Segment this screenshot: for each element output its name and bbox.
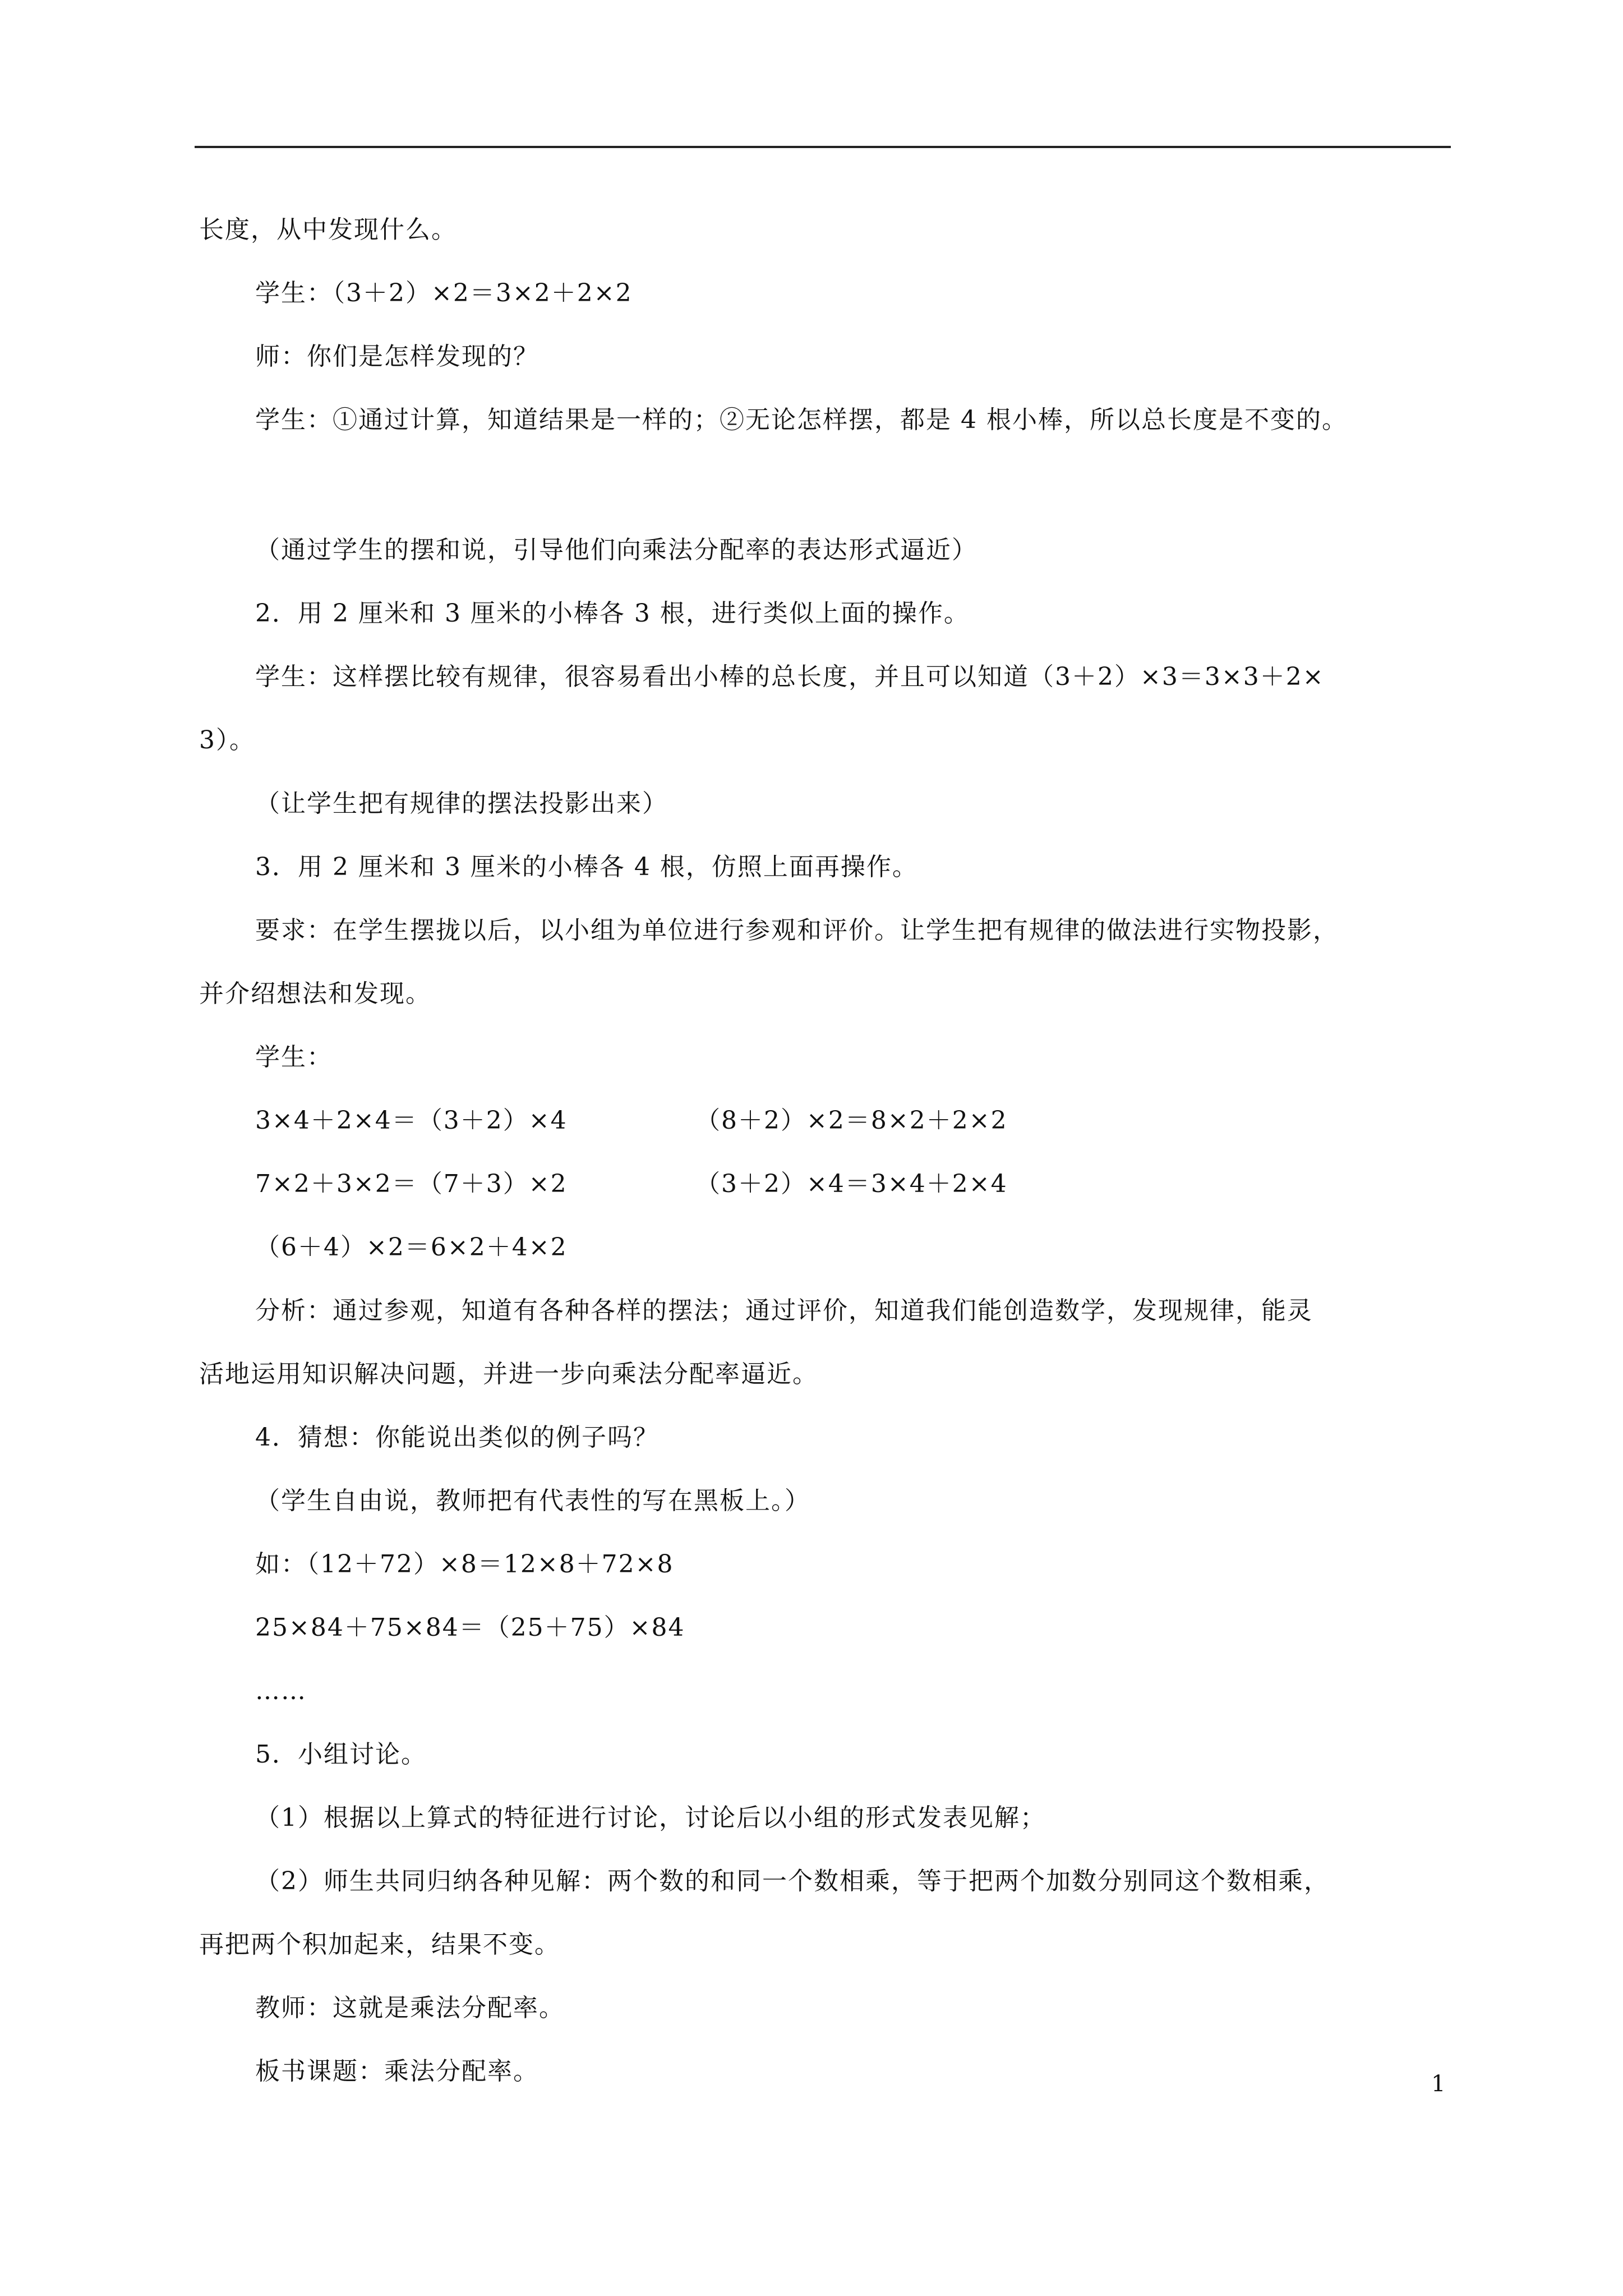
- paragraph-line: 教师：这就是乘法分配率。: [255, 1994, 565, 2022]
- paragraph-line: ……: [255, 1677, 307, 1705]
- equation: （8＋2）×2＝8×2＋2×2: [695, 1106, 1008, 1135]
- paragraph-line: （学生自由说，教师把有代表性的写在黑板上。）: [255, 1487, 810, 1515]
- equation: （6＋4）×2＝6×2＋4×2: [255, 1233, 568, 1262]
- paragraph-line: 要求：在学生摆拢以后，以小组为单位进行参观和评价。让学生把有规律的做法进行实物投影，: [255, 916, 1339, 945]
- paragraph-line: 4．猜想：你能说出类似的例子吗？: [255, 1423, 659, 1452]
- paragraph-line: 学生：: [255, 1043, 333, 1071]
- equation: 7×2＋3×2＝（7＋3）×2: [255, 1170, 568, 1198]
- paragraph-line: 板书课题：乘法分配率。: [255, 2057, 539, 2086]
- paragraph-line: 5．小组讨论。: [255, 1740, 427, 1769]
- paragraph-line: （1）根据以上算式的特征进行讨论，讨论后以小组的形式发表见解；: [255, 1803, 1046, 1832]
- paragraph-line: 3）。: [199, 726, 255, 754]
- paragraph-line: 师：你们是怎样发现的？: [255, 342, 539, 371]
- header-rule: [195, 146, 1451, 148]
- paragraph-line: 如：（12＋72）×8＝12×8＋72×8: [255, 1550, 674, 1579]
- equation: 3×4＋2×4＝（3＋2）×4: [255, 1106, 568, 1135]
- paragraph-line: 学生：①通过计算，知道结果是一样的；②无论怎样摆，都是 4 根小棒，所以总长度是不变的。: [255, 406, 1348, 434]
- paragraph-line: 学生：（3＋2）×2＝3×2＋2×2: [255, 279, 633, 307]
- paragraph-line: 分析：通过参观，知道有各种各样的摆法；通过评价，知道我们能创造数学，发现规律，能灵: [255, 1296, 1313, 1325]
- paragraph-line: 并介绍想法和发现。: [199, 979, 431, 1008]
- paragraph-line: 再把两个积加起来，结果不变。: [199, 1930, 560, 1959]
- paragraph-line: 长度，从中发现什么。: [199, 215, 457, 244]
- paragraph-line: 活地运用知识解决问题，并进一步向乘法分配率逼近。: [199, 1360, 818, 1388]
- page-number: 1: [1431, 2071, 1446, 2097]
- paragraph-line: 学生：这样摆比较有规律，很容易看出小棒的总长度，并且可以知道（3＋2）×3＝3×3＋2×: [255, 662, 1325, 691]
- paragraph-line: 3．用 2 厘米和 3 厘米的小棒各 4 根，仿照上面再操作。: [255, 853, 918, 881]
- paragraph-line: 2．用 2 厘米和 3 厘米的小棒各 3 根，进行类似上面的操作。: [255, 599, 970, 628]
- paragraph-line: （通过学生的摆和说，引导他们向乘法分配率的表达形式逼近）: [255, 536, 978, 564]
- equation: （3＋2）×4＝3×4＋2×4: [695, 1170, 1008, 1198]
- paragraph-line: （2）师生共同归纳各种见解：两个数的和同一个数相乘，等于把两个加数分别同这个数相乘，: [255, 1867, 1330, 1895]
- paragraph-line: （让学生把有规律的摆法投影出来）: [255, 789, 668, 818]
- paragraph-line: 25×84＋75×84＝（25＋75）×84: [255, 1613, 685, 1642]
